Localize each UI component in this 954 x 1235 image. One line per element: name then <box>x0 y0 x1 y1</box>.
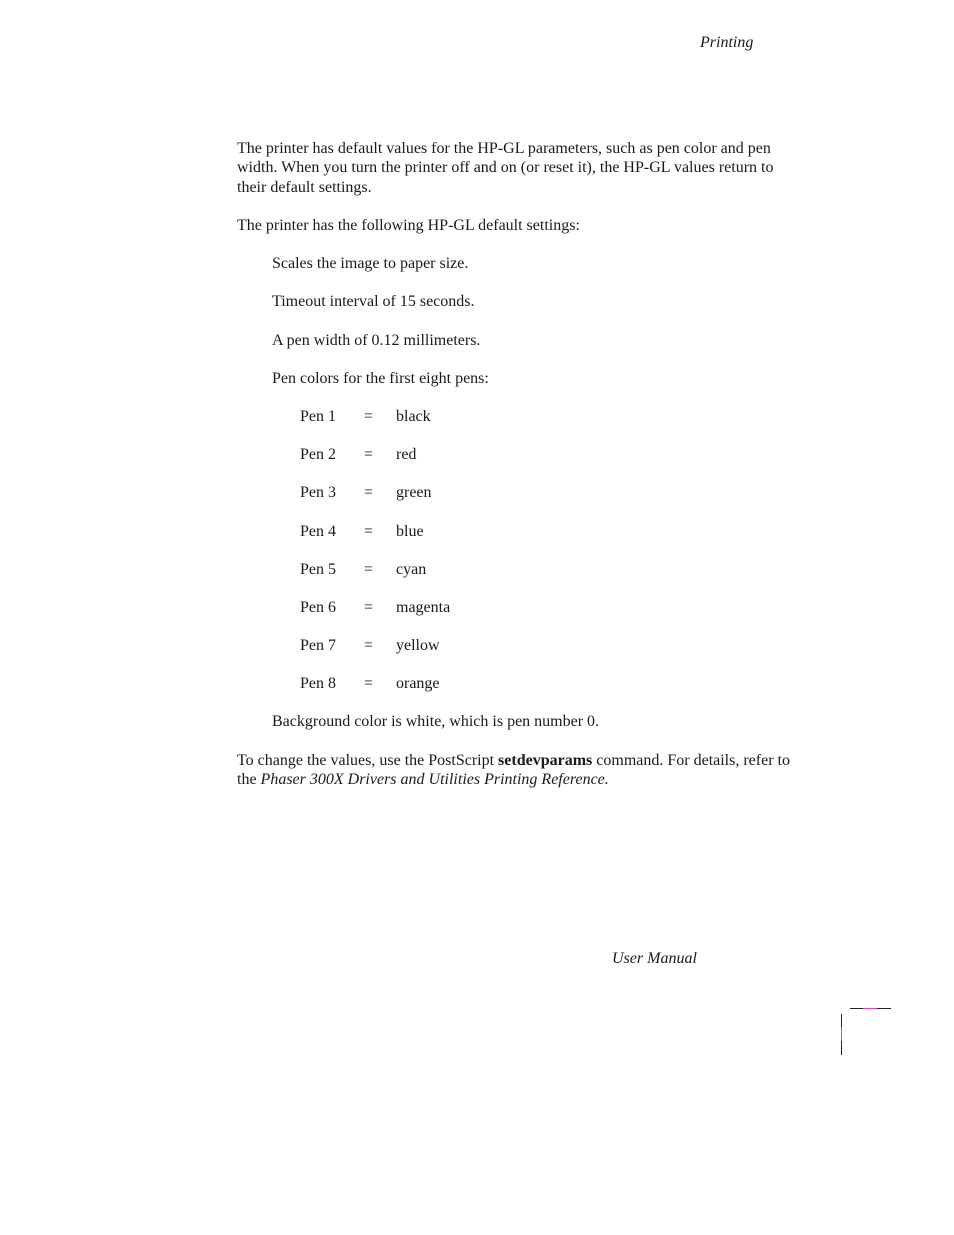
pen-name: Pen 8 <box>300 675 336 692</box>
pen-equals: = <box>364 408 374 425</box>
pen-color: blue <box>396 523 424 540</box>
pen-color: cyan <box>396 561 427 578</box>
pen-equals: = <box>364 484 374 501</box>
pen-color: magenta <box>396 599 451 616</box>
setting-background: Background color is white, which is pen number 0. <box>272 713 600 730</box>
setting-timeout: Timeout interval of 15 seconds. <box>272 293 475 310</box>
crop-mark-accent <box>841 1027 842 1041</box>
pen-equals: = <box>364 523 374 540</box>
crop-mark-line <box>877 1008 891 1009</box>
pen-name: Pen 3 <box>300 484 336 501</box>
header-section-title: Printing <box>700 34 754 51</box>
crop-mark-line <box>850 1008 863 1009</box>
closing-text-after: command. For details, refer to the <box>237 752 790 789</box>
pen-equals: = <box>364 675 374 692</box>
pen-equals: = <box>364 599 374 616</box>
settings-heading: The printer has the following HP-GL default settings: <box>237 217 580 234</box>
pen-name: Pen 4 <box>300 523 336 540</box>
crop-mark-accent <box>863 1008 877 1009</box>
pen-name: Pen 6 <box>300 599 336 616</box>
pen-name: Pen 1 <box>300 408 336 425</box>
pen-equals: = <box>364 637 374 654</box>
pen-equals: = <box>364 446 374 463</box>
pen-color: green <box>396 484 432 501</box>
pen-name: Pen 5 <box>300 561 336 578</box>
crop-mark-line <box>841 1014 842 1027</box>
intro-paragraph: The printer has default values for the HP-GL parameters, such as pen color and pen width. When you turn the printer off and on (or reset it), the HP-GL values return to their default settings. <box>237 140 774 196</box>
setting-scale: Scales the image to paper size. <box>272 255 469 272</box>
pen-equals: = <box>364 561 374 578</box>
reference-title: Phaser 300X Drivers and Utilities Printing Reference. <box>260 771 609 789</box>
pen-color: red <box>396 446 417 463</box>
pen-color: orange <box>396 675 440 692</box>
closing-paragraph <box>237 751 797 790</box>
pen-color: black <box>396 408 431 425</box>
closing-text-before: To change the values, use the PostScript <box>237 752 499 769</box>
pen-color: yellow <box>396 637 440 654</box>
command-name: setdevparams <box>498 752 593 769</box>
pen-name: Pen 7 <box>300 637 336 654</box>
crop-mark-line <box>841 1041 842 1055</box>
setting-pen-width: A pen width of 0.12 millimeters. <box>272 332 481 349</box>
footer-manual-title: User Manual <box>612 950 697 967</box>
setting-pen-colors-intro: Pen colors for the first eight pens: <box>272 370 489 387</box>
pen-name: Pen 2 <box>300 446 336 463</box>
